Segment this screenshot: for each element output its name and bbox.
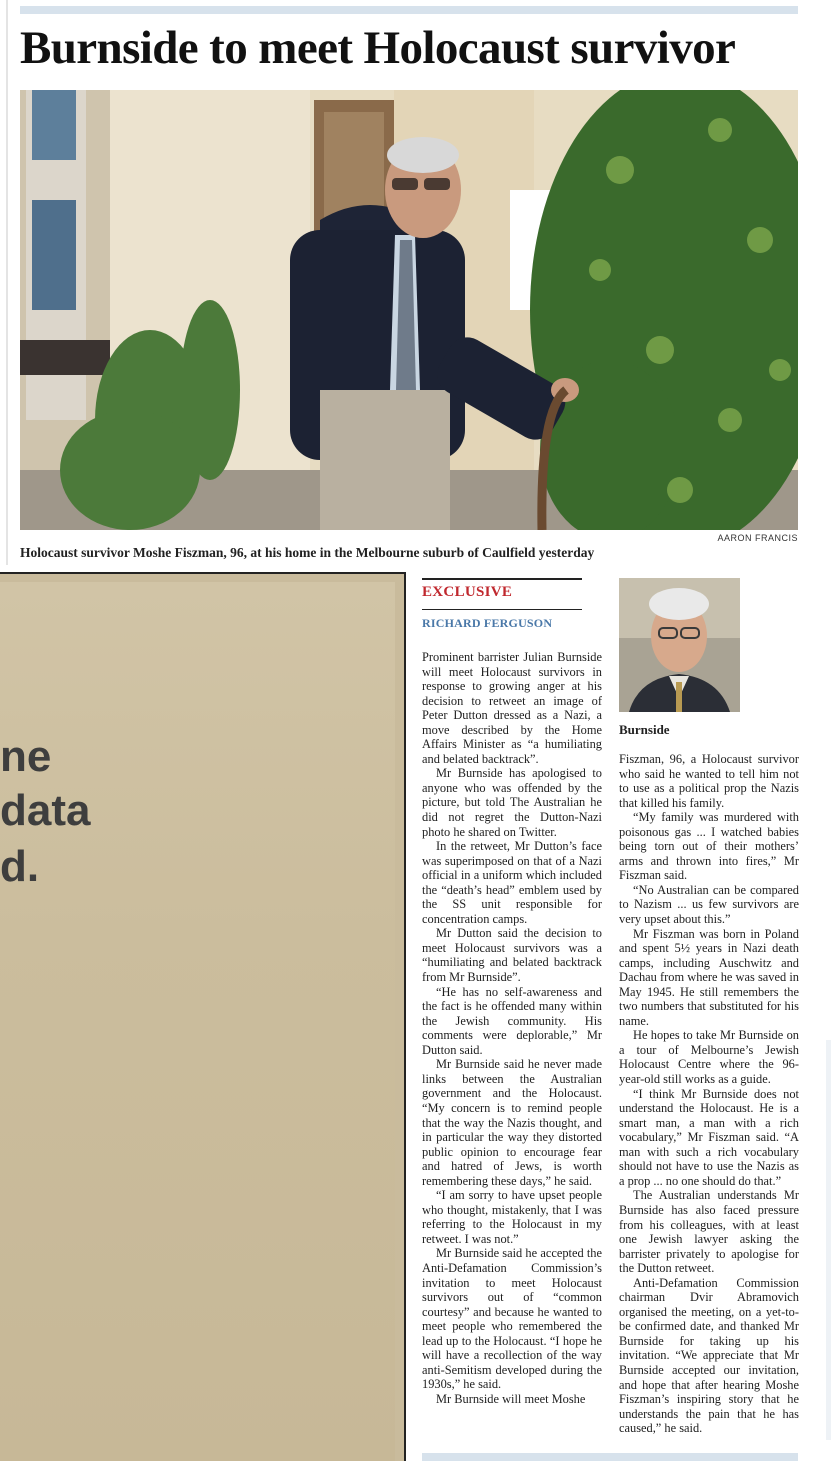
paragraph: The Australian understands Mr Burnside has also faced pressure from his colleagues, with at least one Jewish lawyer asking the barrister privately to apologise for the Dutton retweet. <box>619 1188 799 1276</box>
advertisement <box>0 572 406 1461</box>
paragraph: Mr Burnside said he accepted the Anti-Defamation Commission’s invitation to meet Holocaust survivors out of “common courtesy” and because he wanted to meet people who remembered the lead up to the Holocaust. “I hope he will have a recollection of the way anti-Semitism developed during the 1930s,” he said. <box>422 1246 602 1392</box>
ad-border-top <box>0 572 406 574</box>
photo-caption: Holocaust survivor Moshe Fiszman, 96, at his home in the Melbourne suburb of Caulfield yesterday <box>20 545 595 560</box>
bottom-color-bar <box>422 1453 798 1461</box>
headline: Burnside to meet Holocaust survivor <box>20 22 736 74</box>
paragraph: “I think Mr Burnside does not understand the Holocaust. He is a smart man, a man with a rich vocabulary,” Mr Fiszman said. “A man with such a rich vocabulary should not have to use the Nazis as a prop ... no one should do that.” <box>619 1086 799 1188</box>
paragraph: Mr Burnside has apologised to anyone who was offended by the picture, but told The Australian he did not regret the Dutton-Nazi photo he shared on Twitter. <box>422 766 602 839</box>
kicker-exclusive: EXCLUSIVE <box>422 584 513 600</box>
byline: RICHARD FERGUSON <box>422 616 553 630</box>
ad-text-line: d. <box>0 842 40 891</box>
page-edge-shade <box>826 1040 831 1440</box>
paragraph: Anti-Defamation Commission chairman Dvir Abramovich organised the meeting, on a yet-to-be confirmed date, and thanked Mr Burnside for taking up his invitation. “We appreciate that Mr Burnside accepted our invitation, and hope that after hearing Moshe Fiszman’s inspiring story that he understands the pain that he has caused,” he said. <box>619 1275 799 1436</box>
paragraph: “My family was murdered with poisonous gas ... I watched babies being torn out of their mothers’ arms and thrown into fires,” Mr Fiszman said. <box>619 810 799 883</box>
paragraph: Mr Burnside will meet Moshe <box>436 1391 586 1406</box>
portrait-illustration <box>619 578 740 712</box>
paragraph: Prominent barrister Julian Burnside will meet Holocaust survivors in response to growing anger at his decision to retweet an image of Peter Dutton dressed as a Nazi, a move described by the Home Affairs Minister as “a humiliating and belated backtrack”. <box>422 650 602 766</box>
paragraph: In the retweet, Mr Dutton’s face was superimposed on that of a Nazi official in a uniform which included the “death’s head” emblem used by the SS unit responsible for concentration camps. <box>422 839 602 926</box>
paragraph: He hopes to take Mr Burnside on a tour of Melbourne’s Jewish Holocaust Centre where the 96-year-old still works as a guide. <box>619 1028 799 1087</box>
advertisement-panel <box>0 582 395 1461</box>
paragraph: Mr Dutton said the decision to meet Holocaust survivors was a “humiliating and belated backtrack from Mr Burnside”. <box>422 926 602 985</box>
paragraph: “No Australian can be compared to Nazism ... us few survivors are very upset about this.” <box>619 882 799 927</box>
top-color-bar <box>20 6 798 14</box>
paragraph: “I am sorry to have upset people who thought, mistakenly, that I was referring to the Holocaust in my retweet. I was not.” <box>422 1188 602 1246</box>
burnside-portrait <box>619 578 740 712</box>
photo-credit: AARON FRANCIS <box>717 533 798 543</box>
article-column-1 <box>422 650 602 1406</box>
photo-illustration <box>20 90 798 530</box>
paragraph: Mr Fiszman was born in Poland and spent 5½ years in Nazi death camps, including Auschwitz and Dachau from where he was saved in May 1945. He still remembers the two numbers that substituted for his name. <box>619 926 799 1028</box>
paragraph: Fiszman, 96, a Holocaust survivor who said he wanted to tell him not to use as a political prop the Nazis that killed his family. <box>619 752 799 810</box>
kicker-rule-bottom <box>422 609 582 610</box>
paragraph: “He has no self-awareness and the fact is he offended many within the Jewish community. His comments were deplorable,” Mr Dutton said. <box>422 984 602 1057</box>
ad-border-right <box>404 572 406 1461</box>
page-margin-rule <box>6 0 8 565</box>
portrait-caption: Burnside <box>619 722 670 737</box>
kicker-rule-top <box>422 578 582 580</box>
ad-text-line: ne <box>0 732 52 781</box>
article-column-2 <box>619 752 799 1436</box>
paragraph: Mr Burnside said he never made links between the Australian government and the Holocaust. “My concern is to remind people that the way the Nazis thought, and in particular the way they distorted public opinion to encourage fear and hatred of Jews, is worth remembering these days,” he said. <box>422 1057 602 1188</box>
ad-text-line: data <box>0 786 91 835</box>
main-photo <box>20 90 798 530</box>
